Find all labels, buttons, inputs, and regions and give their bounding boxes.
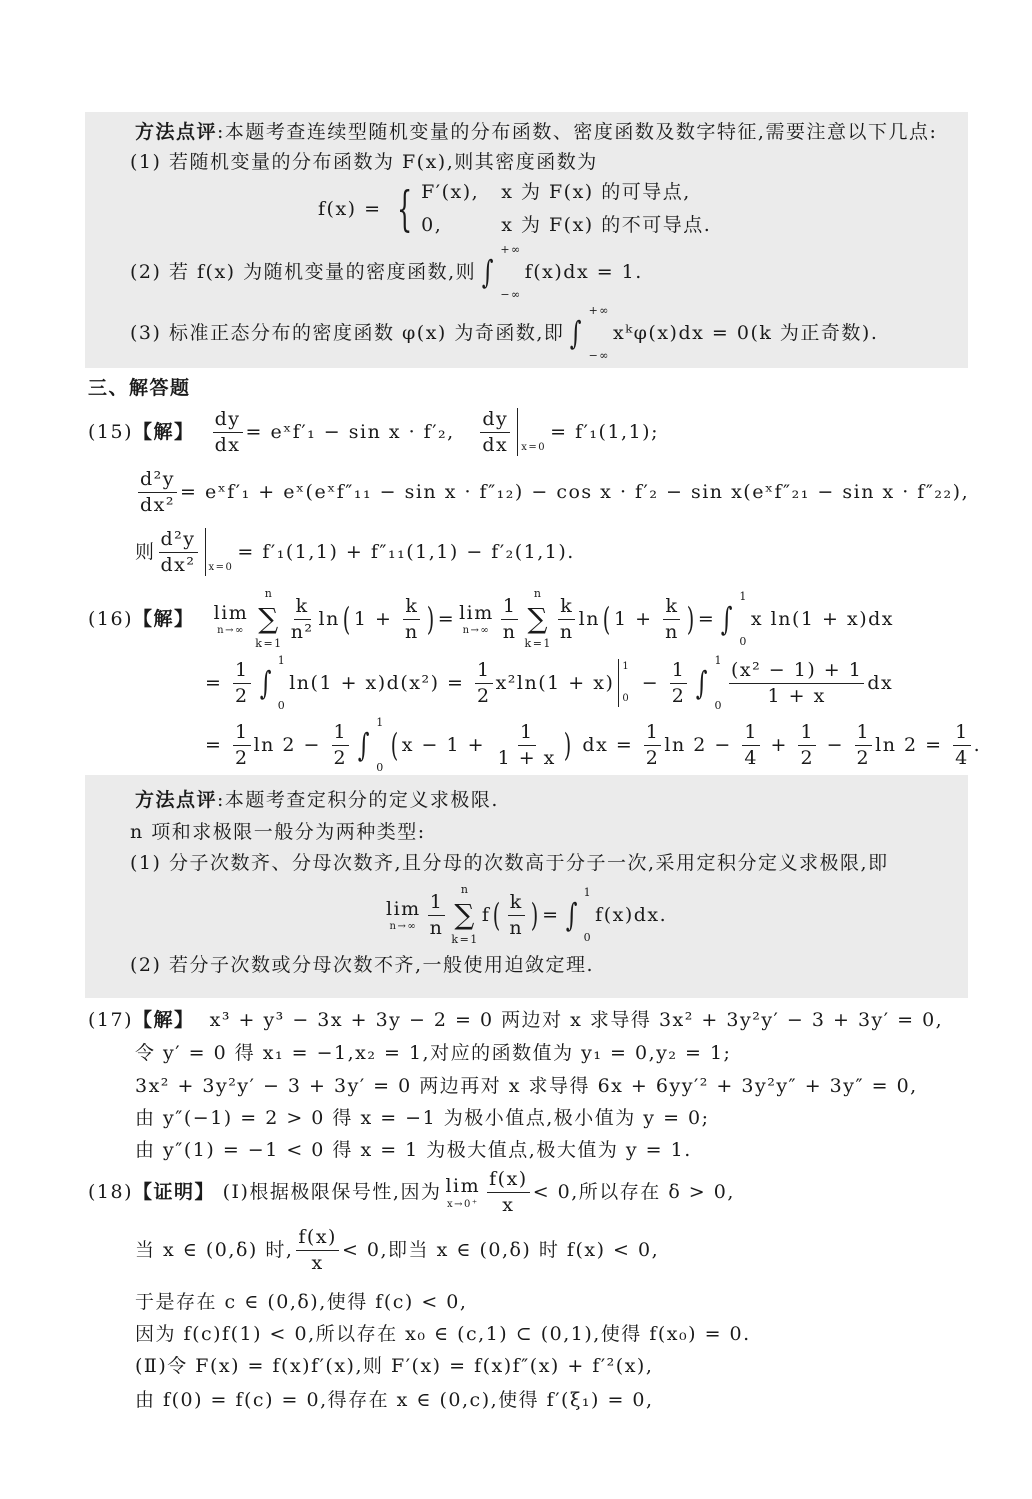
integral-sign: ∫ [720,600,734,638]
integral-limits [584,886,593,944]
upper-index: n [264,587,274,600]
text-run: 1 + [353,607,400,630]
summation [451,884,478,946]
denominator: dx [214,433,241,456]
numerator: f(x) [487,1168,530,1193]
integral [479,243,522,301]
integral [718,590,748,648]
numerator: 1 [855,721,873,746]
text-run: n 项和求极限一般分为两种类型: [130,821,426,843]
upper-limit: 1 [376,716,385,729]
text-line [88,1008,943,1033]
upper-index: n [533,587,543,600]
fraction [507,891,525,940]
fraction [496,721,558,770]
text-run: (3) 标准正态分布的密度函数 φ(x) 为奇函数,即 [130,321,565,344]
bar-line [205,528,206,576]
fraction [953,721,971,770]
upper-index: n [460,883,470,896]
integral [563,886,593,944]
text-line [205,716,981,774]
numerator: d²y [159,528,198,553]
bold-label: 【解】 [133,607,195,630]
bar-limits [209,528,234,576]
upper-limit: +∞ [588,304,610,317]
denominator: 2 [800,746,815,769]
denominator: dx² [140,493,175,516]
text-run: 由 f(0) = f(c) = 0,得存在 x ∈ (0,c),使得 f′(ξ₁) = 0, [135,1389,654,1411]
lim-text: lim [213,601,249,624]
sigma-sign: ∑ [258,602,280,635]
evaluation-bar [205,528,234,576]
fraction [403,595,421,644]
text-line [135,1388,654,1413]
text-run: (Ⅰ)根据极限保号性,因为 [215,1180,442,1203]
big-paren: ( [390,726,399,764]
limit [386,897,421,934]
text-run: = eˣf′₁ + eˣ(eˣf″₁₁ − sin x · f″₁₂) − cos x · f′₂ − sin x(eˣf″₂₁ − sin x · f″₂₂), [180,480,970,503]
numerator: 1 [742,721,760,746]
denominator: 2 [477,684,491,707]
numerator: dy [213,408,243,433]
text-run: − [819,733,852,756]
fraction [233,721,251,770]
case-cell: x 为 F(x) 的不可导点. [501,214,712,236]
bold-label: 【解】 [133,1009,195,1031]
integral-sign: ∫ [357,726,371,764]
lim-text: lim [386,897,421,920]
fraction [558,595,576,644]
text-line [130,150,598,175]
text-run: (2) 若 f(x) 为随机变量的密度函数,则 [130,260,477,283]
text-run: :本题考查连续型随机变量的分布函数、密度函数及数字特征,需要注意以下几点: [217,121,938,143]
integral-limits [739,590,748,648]
text-run: dx [867,671,894,694]
lower-limit: x=0 [521,442,547,454]
denominator: n [509,916,524,939]
left-brace-icon: { [397,181,414,237]
numerator: d²y [138,468,177,493]
text-line [130,820,426,845]
case-cell: F′(x), [421,181,480,204]
text-line [130,304,878,362]
text-run: (1) 分子次数齐、分母次数齐,且分母的次数高于分子一次,采用定积分定义求极限,即 [130,852,889,874]
text-run: = eˣf′₁ − sin x · f′₂, [245,420,478,443]
text-run: ln(1 + x)d(x²) = [289,671,472,694]
upper-limit: 1 [714,654,724,667]
denominator: n² [290,620,314,643]
lower-limit: −∞ [500,287,522,301]
text-line [135,1106,710,1131]
fraction [487,1168,530,1217]
text-run: = [205,733,230,756]
fraction [332,721,350,770]
numerator: 1 [332,721,350,746]
lim-text: lim [459,601,494,624]
evaluation-bar [618,659,630,707]
text-run: = f′₁(1,1); [550,420,659,443]
text-run: 因为 f(c)f(1) < 0,所以存在 x₀ ∈ (c,1) ⊂ (0,1),使得 f(x₀) = 0. [135,1323,751,1345]
text-line [88,408,659,457]
text-line [135,788,499,813]
lower-limit: 0 [277,698,287,712]
fraction [159,528,198,577]
integral-limits [500,243,521,301]
lower-limit: 0 [583,930,593,944]
fraction [213,408,243,457]
text-run: ln 2 − [664,733,740,756]
text-line [135,528,575,577]
bold-label: 三、解答题 [88,377,191,399]
numerator: 1 [428,891,446,916]
text-run: (1) 若随机变量的分布函数为 F(x),则其密度函数为 [130,151,598,173]
integral [567,304,610,362]
text-run: xᵏφ(x)dx = 0(k 为正奇数). [612,321,879,344]
big-paren: ( [342,600,352,638]
integral-limits [376,716,385,774]
bold-label: 方法点评 [135,789,218,811]
lower-limit: 0 [714,698,724,712]
numerator: 1 [670,659,688,684]
text-run: 由 y″(−1) = 2 > 0 得 x = −1 为极小值点,极小值为 y = 0; [135,1107,710,1129]
integral-sign: ∫ [565,896,578,934]
integral-sign: ∫ [570,314,583,352]
numerator: 1 [953,721,971,746]
integral-sign: ∫ [696,664,709,702]
lim-text: lim [445,1174,481,1197]
numerator: dy [480,408,510,433]
text-run: ln 2 = [875,733,951,756]
fraction [644,721,662,770]
text-run: :本题考查定积分的定义求极限. [217,789,499,811]
numerator: k [663,595,680,620]
text-line [88,1168,735,1217]
denominator: 4 [955,746,969,769]
bar-line [517,408,518,456]
denominator: x [311,1251,324,1274]
text-run: = [437,607,456,630]
fraction [233,659,251,708]
lower-limit: 0 [622,693,631,704]
denominator: dx² [160,553,196,576]
denominator: 1 + x [767,684,826,707]
text-run: x − 1 + [401,733,493,756]
text-run: (16) [88,607,134,630]
text-run: = [542,903,560,926]
lower-index: k=1 [255,637,283,650]
limit [459,601,494,638]
fraction [138,468,177,517]
integral-sign: ∫ [259,664,273,702]
fraction [501,595,519,644]
text-run: ln 2 − [253,733,329,756]
big-paren: ) [426,600,435,638]
text-run: ln [578,607,600,630]
denominator: n [665,620,679,643]
text-run: 3x² + 3y²y′ − 3 + 3y′ = 0 两边再对 x 求导得 6x + 6yy′² + 3y²y″ + 3y″ = 0, [135,1075,918,1097]
text-run: (Ⅱ)令 F(x) = f(x)f′(x),则 F′(x) = f(x)f″(x) + f′²(x), [135,1355,654,1377]
integral [693,654,723,712]
text-line [130,953,594,978]
integral [257,654,287,712]
text-line [205,654,893,712]
lower-limit: 0 [376,760,385,774]
numerator: k [403,595,420,620]
text-run: < 0,所以存在 δ > 0, [532,1180,735,1203]
fraction [729,659,864,708]
text-line [135,1322,751,1347]
bold-label: 【解】 [133,420,195,443]
big-paren: ) [686,600,696,638]
integral-sign: ∫ [481,253,495,291]
text-line [130,243,643,301]
text-run: x ln(1 + x)dx [750,607,894,630]
text-run: < 0,即当 x ∈ (0,δ) 时 f(x) < 0, [341,1238,660,1261]
numerator: 1 [233,721,251,746]
text-run: x²ln(1 + x) [495,671,615,694]
denominator: 2 [234,684,249,707]
denominator: x [502,1193,515,1216]
text-line [88,376,191,401]
bar-limits [622,659,630,707]
text-run: 于是存在 c ∈ (0,δ),使得 f(c) < 0, [135,1291,468,1313]
denominator: dx [482,433,509,456]
text-run: (15) [88,420,134,443]
case-rows [421,180,711,237]
text-run: 由 y″(1) = −1 < 0 得 x = 1 为极大值点,极大值为 y = 1. [135,1139,692,1161]
text-run: x³ + y³ − 3x + 3y − 2 = 0 两边对 x 求导得 3x² + 3y²y′ − 3 + 3y′ = 0, [194,1009,944,1031]
evaluation-bar [517,408,546,456]
text-run: = [697,607,716,630]
text-line [88,588,894,650]
denominator: n [559,620,574,643]
integral [355,716,385,774]
denominator: 2 [856,746,871,769]
fraction [289,595,316,644]
text-line [135,120,937,145]
lower-limit: −∞ [588,348,610,362]
text-run: f(x)dx. [595,903,668,926]
bold-label: 方法点评 [135,121,218,143]
fraction [475,659,493,708]
text-line [135,468,969,517]
numerator: k [294,595,311,620]
denominator: 4 [744,746,758,769]
big-paren: ( [602,600,612,638]
text-run: 1 + [613,607,661,630]
big-paren: ) [563,726,573,764]
bar-limits [521,408,546,456]
upper-limit: 1 [277,654,287,667]
text-line [130,851,889,876]
numerator: 1 [475,659,493,684]
sigma-sign: ∑ [454,898,476,931]
text-run: = [205,671,230,694]
text-run: − [634,671,667,694]
lim-subscript: n→∞ [462,625,491,637]
text-run: 当 x ∈ (0,δ) 时, [135,1238,294,1261]
summation [255,588,282,650]
denominator: n [502,620,517,643]
bold-label: 【证明】 [133,1180,216,1203]
text-line [135,1354,653,1379]
denominator: n [429,916,444,939]
numerator: 1 [501,595,519,620]
text-run: dx = [574,733,641,756]
fraction [428,891,446,940]
text-line [382,884,667,946]
piecewise [389,178,711,240]
text-line [135,1290,467,1315]
denominator: n [404,620,419,643]
text-run: (18) [88,1180,134,1203]
fraction [480,408,510,457]
text-run [195,607,210,632]
upper-limit: 1 [622,661,631,672]
summation [525,588,552,650]
numerator: k [558,595,575,620]
big-paren: ) [530,896,540,934]
integral-limits [278,654,287,712]
text-run: f(x) = [318,197,390,220]
fraction [855,721,873,770]
lim-subscript: n→∞ [389,921,418,933]
text-run: (2) 若分子次数或分母次数不齐,一般使用迫敛定理. [130,954,595,976]
upper-limit: 1 [739,590,748,603]
text-run: . [973,733,982,756]
denominator: 2 [234,746,249,769]
integral-limits [715,654,724,712]
text-run: + [762,733,796,756]
fraction [742,721,760,770]
integral-limits [589,304,610,362]
numerator: 1 [233,659,251,684]
text-line [135,1041,731,1066]
lim-subscript: n→∞ [217,625,245,637]
case-cell: x 为 F(x) 的可导点, [501,181,691,204]
denominator: 2 [333,746,348,769]
text-run: 令 y′ = 0 得 x₁ = −1,x₂ = 1,对应的函数值为 y₁ = 0,y₂ = 1; [135,1042,732,1064]
numerator: k [508,891,525,916]
numerator: (x² − 1) + 1 [729,659,864,684]
limit [214,601,249,638]
upper-limit: 1 [583,886,593,899]
denominator: 2 [671,684,686,707]
limit [445,1174,480,1211]
text-run: f(x)dx = 1. [524,260,643,283]
fraction [296,1226,339,1275]
text-run: 则 [135,540,156,563]
text-run: ln [318,607,340,630]
lower-index: k=1 [524,637,552,650]
denominator: 2 [645,746,660,769]
fraction [663,595,681,644]
numerator: 1 [798,721,816,746]
numerator: f(x) [296,1226,339,1251]
fraction [670,659,688,708]
text-line [318,178,711,240]
lower-limit: x=0 [208,562,234,574]
fraction [798,721,816,770]
text-line [135,1226,659,1275]
numerator: 1 [518,721,536,746]
big-paren: ( [493,896,502,934]
text-line [135,1138,692,1163]
text-run: = f′₁(1,1) + f″₁₁(1,1) − f′₂(1,1). [237,540,575,563]
text-line [135,1074,918,1099]
numerator: 1 [644,721,662,746]
case-cell: 0, [421,214,443,236]
text-run: (17) [88,1009,134,1031]
sigma-sign: ∑ [527,602,549,635]
bar-line [618,659,619,707]
lim-subscript: x→0⁺ [446,1198,479,1210]
upper-limit: +∞ [500,243,522,256]
lower-limit: 0 [739,634,748,648]
lower-index: k=1 [451,933,479,946]
denominator: 1 + x [497,746,556,769]
text-run: f [481,903,491,926]
text-run [195,420,210,445]
